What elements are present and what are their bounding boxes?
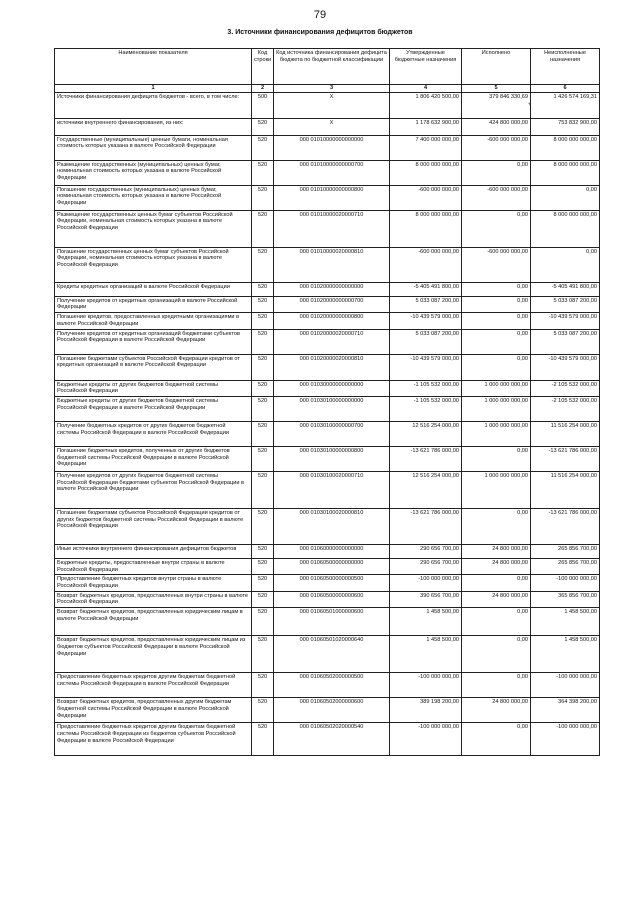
header-remaining: Неисполненные назначения <box>531 49 600 85</box>
table-row <box>55 185 600 210</box>
row-indicator-name: Получение кредитов от кредитных организаций в валюте Российской Федерации <box>55 296 252 312</box>
row-approved-amount: 1 806 420 500,00 <box>390 92 462 118</box>
row-line-code: 520 <box>252 508 274 544</box>
row-indicator-name: Предоставление бюджетных кредитов другим бюджетам бюджетной системы Российской Федерации из бюджетов субъектов Российской Федерации в валюте Российской Федерации <box>55 723 252 756</box>
row-approved-amount: -600 000 000,00 <box>390 247 462 282</box>
table-row <box>55 380 600 396</box>
row-source-code: X <box>274 92 390 118</box>
row-remaining-amount: -10 439 579 000,00 <box>531 354 600 380</box>
row-indicator-name: Возврат бюджетных кредитов, предоставленных юридическим лицам из бюджетов субъектов Российской Федерации в валюте Российской Федерации <box>55 636 252 673</box>
row-indicator-name: Погашение государственных ценных бумаг субъектов Российской Федерации, номинальная стоимость которых указана в валюте Российской Федерации <box>55 247 252 282</box>
row-executed-amount: 0,00 <box>462 329 531 354</box>
row-remaining-amount: -13 621 786 000,00 <box>531 508 600 544</box>
row-executed-amount: -600 000 000,00 <box>462 135 531 160</box>
header-line-code: Код строки <box>252 49 274 85</box>
row-remaining-amount: 753 832 900,00 <box>531 118 600 135</box>
row-indicator-name: Размещение государственных ценных бумаг субъектов Российской Федерации, номинальная стоимость которых указана в валюте Российской Федерации <box>55 210 252 247</box>
row-line-code: 520 <box>252 446 274 471</box>
table-row <box>55 636 600 673</box>
table-row <box>55 558 600 574</box>
row-line-code: 520 <box>252 591 274 607</box>
row-executed-amount: 1 000 000 000,00 <box>462 380 531 396</box>
row-remaining-amount: 365 856 700,00 <box>531 591 600 607</box>
row-line-code: 520 <box>252 575 274 591</box>
row-indicator-name: Получение кредитов от кредитных организаций бюджетами субъектов Российской Федерации в валюте Российской Федерации <box>55 329 252 354</box>
header-indicator-name: Наименование показателя <box>55 49 252 85</box>
row-line-code: 520 <box>252 296 274 312</box>
row-line-code: 520 <box>252 185 274 210</box>
row-remaining-amount: 0,00 <box>531 185 600 210</box>
row-executed-amount: 0,00 <box>462 608 531 636</box>
row-source-code: 000 01010000020000810 <box>274 247 390 282</box>
table-body <box>55 92 600 755</box>
table-row <box>55 329 600 354</box>
table-row <box>55 673 600 698</box>
row-source-code: 000 01030000000000000 <box>274 380 390 396</box>
row-approved-amount: -10 439 579 000,00 <box>390 313 462 329</box>
table-row <box>55 471 600 508</box>
row-remaining-amount: 1 458 500,00 <box>531 608 600 636</box>
row-indicator-name: Погашение бюджетных кредитов, полученных от других бюджетов бюджетной системы Российской Федерации в валюте Российской Федерации <box>55 446 252 471</box>
row-line-code: 520 <box>252 673 274 698</box>
table-row <box>55 210 600 247</box>
row-executed-amount: 0,00 <box>462 673 531 698</box>
row-approved-amount: -13 621 786 000,00 <box>390 508 462 544</box>
row-executed-amount: 0,00 <box>462 446 531 471</box>
table-row <box>55 421 600 446</box>
row-executed-amount: 24 800 000,00 <box>462 544 531 558</box>
row-approved-amount: -5 405 491 800,00 <box>390 282 462 296</box>
row-approved-amount: -100 000 000,00 <box>390 723 462 756</box>
row-remaining-amount: 1 458 500,00 <box>531 636 600 673</box>
row-approved-amount: 390 656 700,00 <box>390 591 462 607</box>
table-row <box>55 575 600 591</box>
row-source-code: 000 01030100000000700 <box>274 421 390 446</box>
row-source-code: 000 01020000000000000 <box>274 282 390 296</box>
row-source-code: 000 01060500000000600 <box>274 591 390 607</box>
row-source-code: 000 01060502020000540 <box>274 723 390 756</box>
row-approved-amount: -13 621 786 000,00 <box>390 446 462 471</box>
scan-mark: + <box>528 102 532 108</box>
row-remaining-amount: 265 856 700,00 <box>531 558 600 574</box>
table-row <box>55 313 600 329</box>
row-remaining-amount: 11 516 254 000,00 <box>531 471 600 508</box>
row-source-code: X <box>274 118 390 135</box>
row-executed-amount: 0,00 <box>462 636 531 673</box>
row-indicator-name: источники внутреннего финансирования, из них: <box>55 118 252 135</box>
row-line-code: 520 <box>252 329 274 354</box>
row-line-code: 520 <box>252 608 274 636</box>
row-source-code: 000 01060000000000000 <box>274 544 390 558</box>
column-number: 5 <box>462 85 531 93</box>
row-executed-amount: 0,00 <box>462 508 531 544</box>
table-row <box>55 544 600 558</box>
row-executed-amount: 1 000 000 000,00 <box>462 471 531 508</box>
row-source-code: 000 01030100000000800 <box>274 446 390 471</box>
row-remaining-amount: 11 516 254 000,00 <box>531 421 600 446</box>
row-source-code: 000 01030100020000810 <box>274 508 390 544</box>
row-remaining-amount: 1 426 574 169,31 <box>531 92 600 118</box>
row-executed-amount: 0,00 <box>462 210 531 247</box>
column-number: 2 <box>252 85 274 93</box>
row-executed-amount: 0,00 <box>462 723 531 756</box>
row-executed-amount: 1 000 000 000,00 <box>462 421 531 446</box>
row-line-code: 520 <box>252 380 274 396</box>
row-executed-amount: 0,00 <box>462 575 531 591</box>
row-approved-amount: 7 400 000 000,00 <box>390 135 462 160</box>
row-remaining-amount: -2 105 532 000,00 <box>531 380 600 396</box>
row-indicator-name: Источники финансирования дефицита бюджетов - всего, в том числе: <box>55 92 252 118</box>
row-indicator-name: Бюджетные кредиты, предоставленные внутри страны в валюте Российской Федерации <box>55 558 252 574</box>
row-line-code: 500 <box>252 92 274 118</box>
row-remaining-amount: -5 405 491 800,00 <box>531 282 600 296</box>
row-line-code: 520 <box>252 558 274 574</box>
row-approved-amount: 12 516 254 000,00 <box>390 471 462 508</box>
row-indicator-name: Получение бюджетных кредитов от других бюджетов бюджетной системы Российской Федерации в валюте Российской Федерации <box>55 421 252 446</box>
row-approved-amount: 5 033 087 200,00 <box>390 329 462 354</box>
table-row <box>55 296 600 312</box>
row-line-code: 520 <box>252 636 274 673</box>
row-line-code: 520 <box>252 247 274 282</box>
table-row <box>55 396 600 421</box>
row-executed-amount: 0,00 <box>462 282 531 296</box>
table-header <box>55 49 600 93</box>
table-row <box>55 247 600 282</box>
row-remaining-amount: 364 398 200,00 <box>531 698 600 723</box>
row-approved-amount: -100 000 000,00 <box>390 673 462 698</box>
row-approved-amount: 290 656 700,00 <box>390 544 462 558</box>
table-row <box>55 608 600 636</box>
row-line-code: 520 <box>252 421 274 446</box>
row-remaining-amount: -100 000 000,00 <box>531 575 600 591</box>
row-indicator-name: Предоставление бюджетных кредитов внутри страны в валюте Российской Федерации <box>55 575 252 591</box>
row-approved-amount: 290 656 700,00 <box>390 558 462 574</box>
header-approved: Утвержденные бюджетные назначения <box>390 49 462 85</box>
row-approved-amount: 8 000 000 000,00 <box>390 210 462 247</box>
row-approved-amount: 389 198 200,00 <box>390 698 462 723</box>
row-indicator-name: Иные источники внутреннего финансирования дефицитов бюджетов <box>55 544 252 558</box>
row-indicator-name: Погашение бюджетами субъектов Российской Федерации кредитов от кредитных организаций в валюте Российской Федерации <box>55 354 252 380</box>
row-approved-amount: 1 178 632 900,00 <box>390 118 462 135</box>
table-row <box>55 354 600 380</box>
row-indicator-name: Погашение кредитов, предоставленных кредитными организациями в валюте Российской Федерации <box>55 313 252 329</box>
column-number: 4 <box>390 85 462 93</box>
row-source-code: 000 01020000000000700 <box>274 296 390 312</box>
table-row <box>55 508 600 544</box>
row-executed-amount: 0,00 <box>462 296 531 312</box>
row-indicator-name: Возврат бюджетных кредитов, предоставленных другим бюджетам бюджетной системы Российской Федерации в валюте Российской Федерации <box>55 698 252 723</box>
table-row <box>55 723 600 756</box>
row-line-code: 520 <box>252 354 274 380</box>
row-indicator-name: Возврат бюджетных кредитов, предоставленных юридическим лицам в валюте Российской Федерации <box>55 608 252 636</box>
table-row <box>55 446 600 471</box>
row-source-code: 000 01020000020000810 <box>274 354 390 380</box>
row-remaining-amount: 5 033 087 200,00 <box>531 329 600 354</box>
row-source-code: 000 01010000020000710 <box>274 210 390 247</box>
row-executed-amount: 0,00 <box>462 354 531 380</box>
row-approved-amount: 8 000 000 000,00 <box>390 160 462 185</box>
row-source-code: 000 01060502000000500 <box>274 673 390 698</box>
row-remaining-amount: -2 105 532 000,00 <box>531 396 600 421</box>
header-executed: Исполнено <box>462 49 531 85</box>
row-line-code: 520 <box>252 160 274 185</box>
row-approved-amount: -1 105 532 000,00 <box>390 396 462 421</box>
column-number: 3 <box>274 85 390 93</box>
row-executed-amount: 24 800 000,00 <box>462 698 531 723</box>
row-executed-amount: -600 000 000,00 <box>462 185 531 210</box>
row-approved-amount: 1 458 500,00 <box>390 608 462 636</box>
row-source-code: 000 01060501000000600 <box>274 608 390 636</box>
row-indicator-name: Предоставление бюджетных кредитов другим бюджетам бюджетной системы Российской Федерации в валюте Российской Федерации <box>55 673 252 698</box>
row-approved-amount: 5 033 087 200,00 <box>390 296 462 312</box>
row-line-code: 520 <box>252 313 274 329</box>
row-source-code: 000 01030100020000710 <box>274 471 390 508</box>
row-remaining-amount: -10 439 579 000,00 <box>531 313 600 329</box>
row-indicator-name: Бюджетные кредиты от других бюджетов бюджетной системы Российской Федерации <box>55 380 252 396</box>
row-indicator-name: Погашение государственных (муниципальных) ценных бумаг, номинальная стоимость которых указана в валюте Российской Федерации <box>55 185 252 210</box>
table-row <box>55 92 600 118</box>
row-remaining-amount: 0,00 <box>531 247 600 282</box>
section-title: 3. Источники финансирования дефицитов бюджетов <box>227 29 413 36</box>
row-remaining-amount: -13 621 786 000,00 <box>531 446 600 471</box>
row-executed-amount: 1 000 000 000,00 <box>462 396 531 421</box>
column-number: 1 <box>55 85 252 93</box>
row-source-code: 000 01060502000000600 <box>274 698 390 723</box>
table-row <box>55 118 600 135</box>
row-approved-amount: -100 000 000,00 <box>390 575 462 591</box>
row-source-code: 000 01010000000000700 <box>274 160 390 185</box>
row-indicator-name: Бюджетные кредиты от других бюджетов бюджетной системы Российской Федерации в валюте Российской Федерации <box>55 396 252 421</box>
table-row <box>55 135 600 160</box>
row-indicator-name: Размещение государственных (муниципальных) ценных бумаг, номинальная стоимость которых указана в валюте Российской Федерации <box>55 160 252 185</box>
row-executed-amount: 0,00 <box>462 313 531 329</box>
column-number: 6 <box>531 85 600 93</box>
header-source-code: Код источника финансирования дефицита бюджета по бюджетной классификации <box>274 49 390 85</box>
row-line-code: 520 <box>252 471 274 508</box>
row-line-code: 520 <box>252 282 274 296</box>
row-remaining-amount: 5 033 087 200,00 <box>531 296 600 312</box>
row-line-code: 520 <box>252 135 274 160</box>
row-executed-amount: 0,00 <box>462 160 531 185</box>
row-source-code: 000 01020000020000710 <box>274 329 390 354</box>
row-approved-amount: -1 105 532 000,00 <box>390 380 462 396</box>
row-indicator-name: Получение кредитов от других бюджетов бюджетной системы Российской Федерации бюджетами субъектов Российской Федерации в валюте Российской Федерации <box>55 471 252 508</box>
column-numbers-row <box>55 85 600 93</box>
row-line-code: 520 <box>252 698 274 723</box>
table-row <box>55 282 600 296</box>
row-executed-amount: 424 800 000,00 <box>462 118 531 135</box>
row-remaining-amount: -100 000 000,00 <box>531 723 600 756</box>
row-source-code: 000 01060501020000640 <box>274 636 390 673</box>
row-remaining-amount: 265 856 700,00 <box>531 544 600 558</box>
row-remaining-amount: -100 000 000,00 <box>531 673 600 698</box>
row-source-code: 000 01010000000000800 <box>274 185 390 210</box>
row-source-code: 000 01060500000000000 <box>274 558 390 574</box>
row-line-code: 520 <box>252 396 274 421</box>
row-line-code: 520 <box>252 210 274 247</box>
table-row <box>55 591 600 607</box>
row-source-code: 000 01060500000000500 <box>274 575 390 591</box>
row-indicator-name: Кредиты кредитных организаций в валюте Российской Федерации <box>55 282 252 296</box>
row-remaining-amount: 8 000 000 000,00 <box>531 210 600 247</box>
row-approved-amount: -600 000 000,00 <box>390 185 462 210</box>
row-line-code: 520 <box>252 118 274 135</box>
row-source-code: 000 01010000000000000 <box>274 135 390 160</box>
row-approved-amount: 12 516 254 000,00 <box>390 421 462 446</box>
financing-table <box>54 48 600 756</box>
row-executed-amount: 24 800 000,00 <box>462 558 531 574</box>
row-executed-amount: -600 000 000,00 <box>462 247 531 282</box>
row-indicator-name: Государственные (муниципальные) ценные бумаги, номинальная стоимость которых указана в валюте Российской Федерации <box>55 135 252 160</box>
row-executed-amount: 24 800 000,00 <box>462 591 531 607</box>
row-indicator-name: Погашение бюджетами субъектов Российской Федерации кредитов от других бюджетов бюджетной системы Российской Федерации в валюте Российской Федерации <box>55 508 252 544</box>
row-line-code: 520 <box>252 544 274 558</box>
row-remaining-amount: 8 000 000 000,00 <box>531 160 600 185</box>
row-approved-amount: -10 439 579 000,00 <box>390 354 462 380</box>
table-row <box>55 160 600 185</box>
page-number: 79 <box>313 9 327 21</box>
row-executed-amount: 379 846 330,69 <box>462 92 531 118</box>
row-line-code: 520 <box>252 723 274 756</box>
row-source-code: 000 01020000000000800 <box>274 313 390 329</box>
table-row <box>55 698 600 723</box>
row-approved-amount: 1 458 500,00 <box>390 636 462 673</box>
row-source-code: 000 01030100000000000 <box>274 396 390 421</box>
row-indicator-name: Возврат бюджетных кредитов, предоставленных внутри страны в валюте Российской Федерации <box>55 591 252 607</box>
row-remaining-amount: 8 000 000 000,00 <box>531 135 600 160</box>
